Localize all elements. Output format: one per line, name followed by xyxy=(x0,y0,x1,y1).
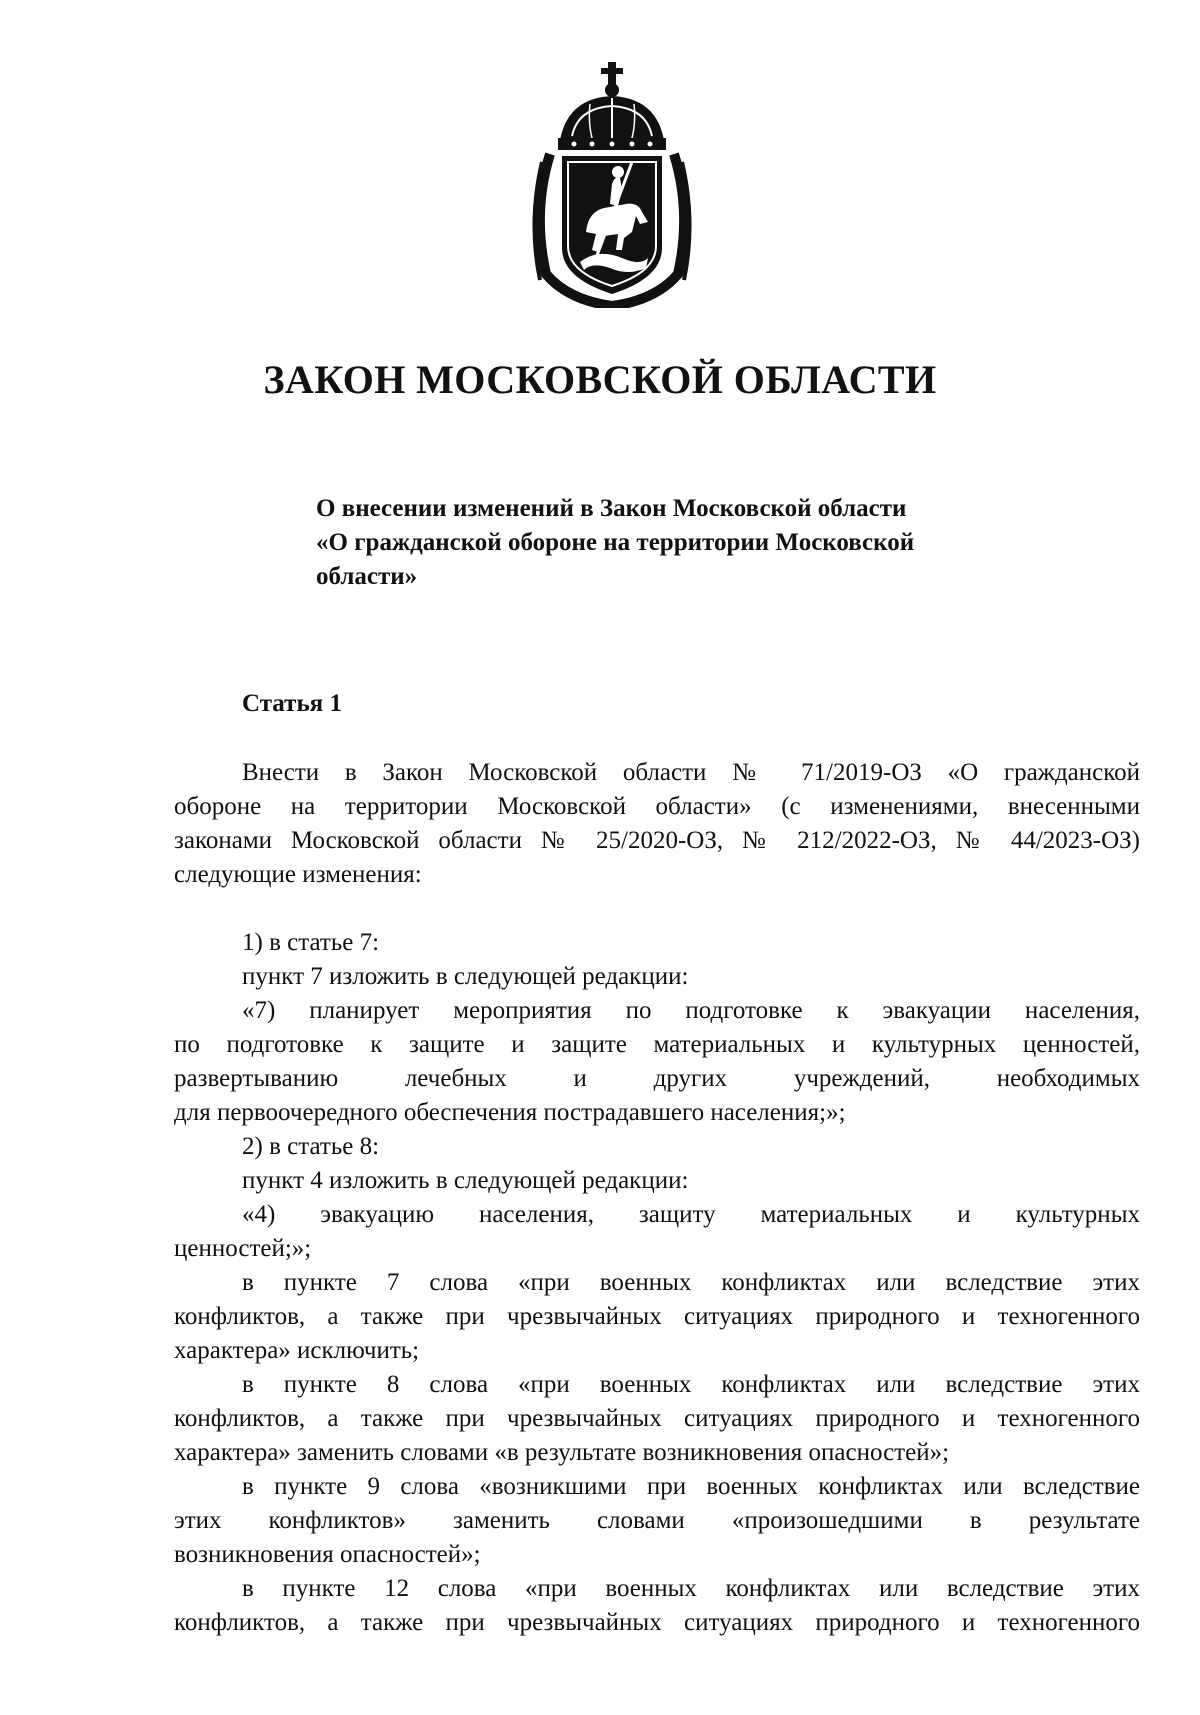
article-body xyxy=(174,756,1140,1640)
text-line: развертыванию лечебных и других учреждений, необходимых xyxy=(174,1065,1140,1092)
text-line: этих конфликтов» заменить словами «произошедшими в результате xyxy=(174,1507,1140,1534)
text-line: «4) эвакуацию населения, защиту материальных и культурных xyxy=(242,1201,1140,1228)
law-subject xyxy=(316,492,1016,594)
text-line: пункт 7 изложить в следующей редакции: xyxy=(242,963,689,990)
text-line: характера» исключить; xyxy=(174,1337,420,1364)
text-line: для первоочередного обеспечения пострадавшего населения;»; xyxy=(174,1099,846,1126)
text-line: «7) планирует мероприятия по подготовке к эвакуации населения, xyxy=(242,997,1140,1024)
subject-line: области» xyxy=(316,563,418,590)
article-heading: Статья 1 xyxy=(242,690,342,717)
text-line: в пункте 7 слова «при военных конфликтах или вследствие этих xyxy=(242,1269,1140,1296)
text-line: 2) в статье 8: xyxy=(242,1133,380,1160)
text-line: в пункте 12 слова «при военных конфликтах или вследствие этих xyxy=(242,1575,1140,1602)
paragraph-changes xyxy=(174,926,1140,1640)
text-line: законами Московской области № 25/2020-ОЗ, № 212/2022-ОЗ, № 44/2023-ОЗ) xyxy=(174,827,1140,854)
text-line: возникновения опасностей»; xyxy=(174,1541,481,1568)
text-line: характера» заменить словами «в результате возникновения опасностей»; xyxy=(174,1439,950,1466)
text-line: ценностей;»; xyxy=(174,1235,312,1262)
text-line: пункт 4 изложить в следующей редакции: xyxy=(242,1167,689,1194)
text-line: следующие изменения: xyxy=(174,861,422,888)
law-title: ЗАКОН МОСКОВСКОЙ ОБЛАСТИ xyxy=(263,357,937,402)
coat-of-arms-icon xyxy=(528,62,696,308)
text-line: конфликтов, а также при чрезвычайных ситуациях природного и техногенного xyxy=(174,1609,1140,1636)
text-line: Внести в Закон Московской области № 71/2019-ОЗ «О гражданской xyxy=(242,759,1140,786)
text-line: в пункте 9 слова «возникшими при военных конфликтах или вследствие xyxy=(242,1473,1140,1500)
paragraph-intro xyxy=(174,756,1140,892)
text-line: обороне на территории Московской области» (с изменениями, внесенными xyxy=(174,793,1140,820)
subject-line: «О гражданской обороне на территории Московской xyxy=(316,529,915,556)
text-line: 1) в статье 7: xyxy=(242,929,380,956)
text-line: в пункте 8 слова «при военных конфликтах или вследствие этих xyxy=(242,1371,1140,1398)
text-line: конфликтов, а также при чрезвычайных ситуациях природного и техногенного xyxy=(174,1405,1140,1432)
subject-line: О внесении изменений в Закон Московской области xyxy=(316,495,907,522)
text-line: конфликтов, а также при чрезвычайных ситуациях природного и техногенного xyxy=(174,1303,1140,1330)
text-line: по подготовке к защите и защите материальных и культурных ценностей, xyxy=(174,1031,1140,1058)
paragraph-gap xyxy=(174,892,1140,926)
